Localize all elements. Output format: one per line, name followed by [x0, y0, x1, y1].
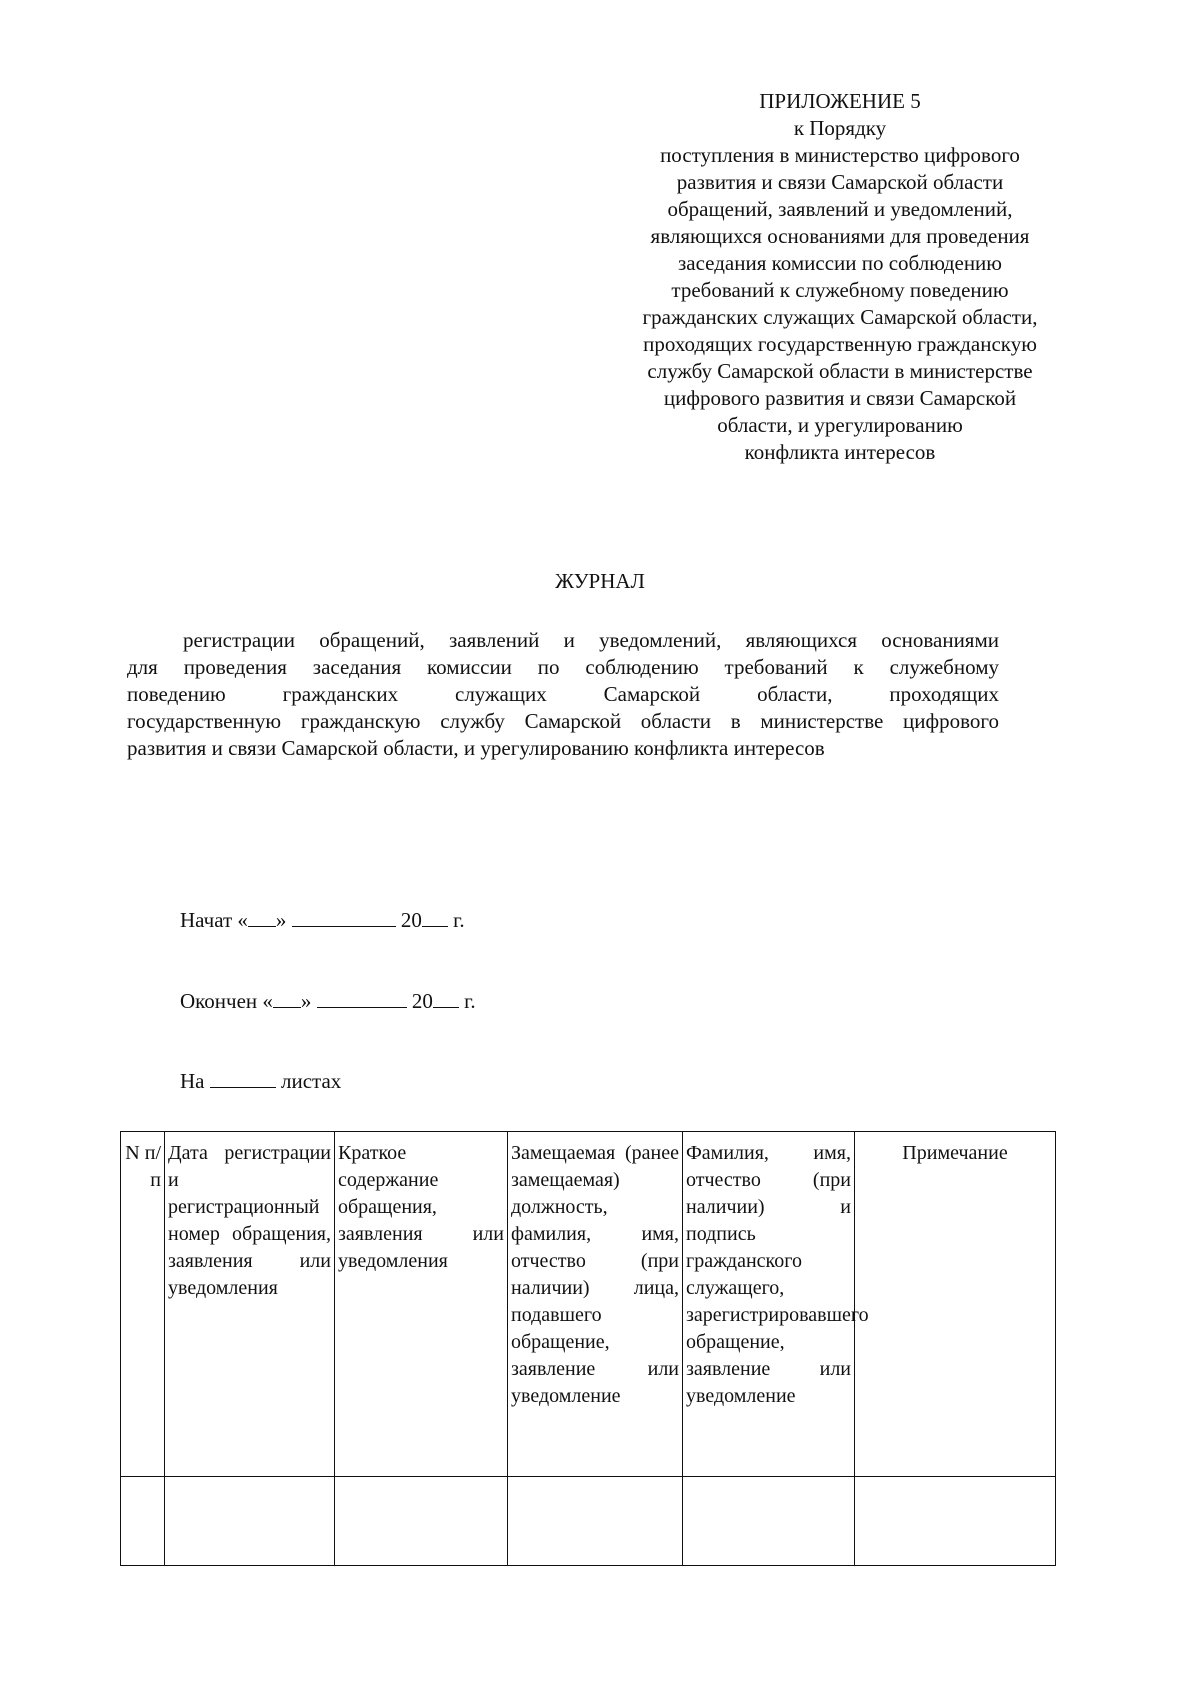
- table-cell[interactable]: [335, 1477, 508, 1566]
- started-day-blank[interactable]: [248, 906, 276, 927]
- description-line: развития и связи Самарской области, и урегулированию конфликта интересов: [127, 736, 825, 760]
- started-suffix: г.: [453, 908, 465, 932]
- started-month-blank[interactable]: [292, 906, 396, 927]
- description-line: поведению гражданских служащих Самарской области, проходящих: [127, 682, 999, 706]
- ended-year-blank[interactable]: [433, 987, 459, 1008]
- description-line: регистрации обращений, заявлений и уведомлений, являющихся основаниями: [183, 628, 999, 652]
- sheets-suffix: листах: [281, 1069, 342, 1093]
- table-cell[interactable]: [855, 1477, 1056, 1566]
- sheets-count-field: [180, 1067, 341, 1095]
- appendix-line: службу Самарской области в министерстве: [647, 359, 1033, 383]
- ended-year-prefix: 20: [411, 989, 433, 1013]
- appendix-block: [615, 88, 1065, 466]
- started-year-blank[interactable]: [422, 906, 448, 927]
- appendix-line: являющихся основаниями для проведения: [650, 224, 1030, 248]
- appendix-line: гражданских служащих Самарской области,: [642, 305, 1038, 329]
- col-header-registration: Дата регистрации и регистрационный номер обращения, заявления или уведомления: [165, 1132, 335, 1477]
- col-header-summary: Краткое содержание обращения, заявления или уведомления: [335, 1132, 508, 1477]
- ended-quote: »: [300, 989, 312, 1013]
- appendix-line: к Порядку: [793, 116, 887, 140]
- ended-month-blank[interactable]: [317, 987, 407, 1008]
- table-cell[interactable]: [683, 1477, 855, 1566]
- col-header-registrar: Фамилия, имя, отчество (при наличии) и подпись гражданского служащего, зарегистрировавшего обращение, заявление или уведомление: [683, 1132, 855, 1477]
- sheets-prefix: На: [180, 1069, 205, 1093]
- appendix-line: ПРИЛОЖЕНИЕ 5: [759, 89, 921, 113]
- table-cell[interactable]: [165, 1477, 335, 1566]
- ended-label: Окончен «: [180, 989, 273, 1013]
- table-cell[interactable]: [508, 1477, 683, 1566]
- appendix-line: заседания комиссии по соблюдению: [677, 251, 1002, 275]
- started-date-field: [180, 906, 465, 934]
- sheets-count-blank[interactable]: [210, 1067, 276, 1088]
- started-year-prefix: 20: [400, 908, 422, 932]
- ended-suffix: г.: [464, 989, 476, 1013]
- ended-day-blank[interactable]: [273, 987, 301, 1008]
- started-quote: »: [275, 908, 287, 932]
- journal-title: ЖУРНАЛ: [555, 569, 645, 593]
- table-header-row: [121, 1132, 1056, 1477]
- table-row: [121, 1477, 1056, 1566]
- appendix-line: проходящих государственную гражданскую: [643, 332, 1037, 356]
- ended-date-field: [180, 987, 476, 1015]
- journal-table: [120, 1131, 1056, 1566]
- appendix-line: поступления в министерство цифрового: [660, 143, 1020, 167]
- started-label: Начат «: [180, 908, 248, 932]
- appendix-line: требований к служебному поведению: [671, 278, 1009, 302]
- col-header-number: N п/п: [121, 1132, 165, 1477]
- description-line: государственную гражданскую службу Самарской области в министерстве цифрового: [127, 709, 999, 733]
- appendix-line: обращений, заявлений и уведомлений,: [667, 197, 1013, 221]
- journal-description: [127, 627, 999, 762]
- description-line: для проведения заседания комиссии по соблюдению требований к служебному: [127, 655, 999, 679]
- appendix-line: области, и урегулированию: [717, 413, 963, 437]
- appendix-line: цифрового развития и связи Самарской: [663, 386, 1017, 410]
- col-header-position: Замещаемая (ранее замещаемая) должность, фамилия, имя, отчество (при наличии) лица, подавшего обращение, заявление или уведомление: [508, 1132, 683, 1477]
- table-cell[interactable]: [121, 1477, 165, 1566]
- appendix-line: развития и связи Самарской области: [676, 170, 1004, 194]
- col-header-note: Примечание: [855, 1132, 1056, 1477]
- appendix-line: конфликта интересов: [744, 440, 936, 464]
